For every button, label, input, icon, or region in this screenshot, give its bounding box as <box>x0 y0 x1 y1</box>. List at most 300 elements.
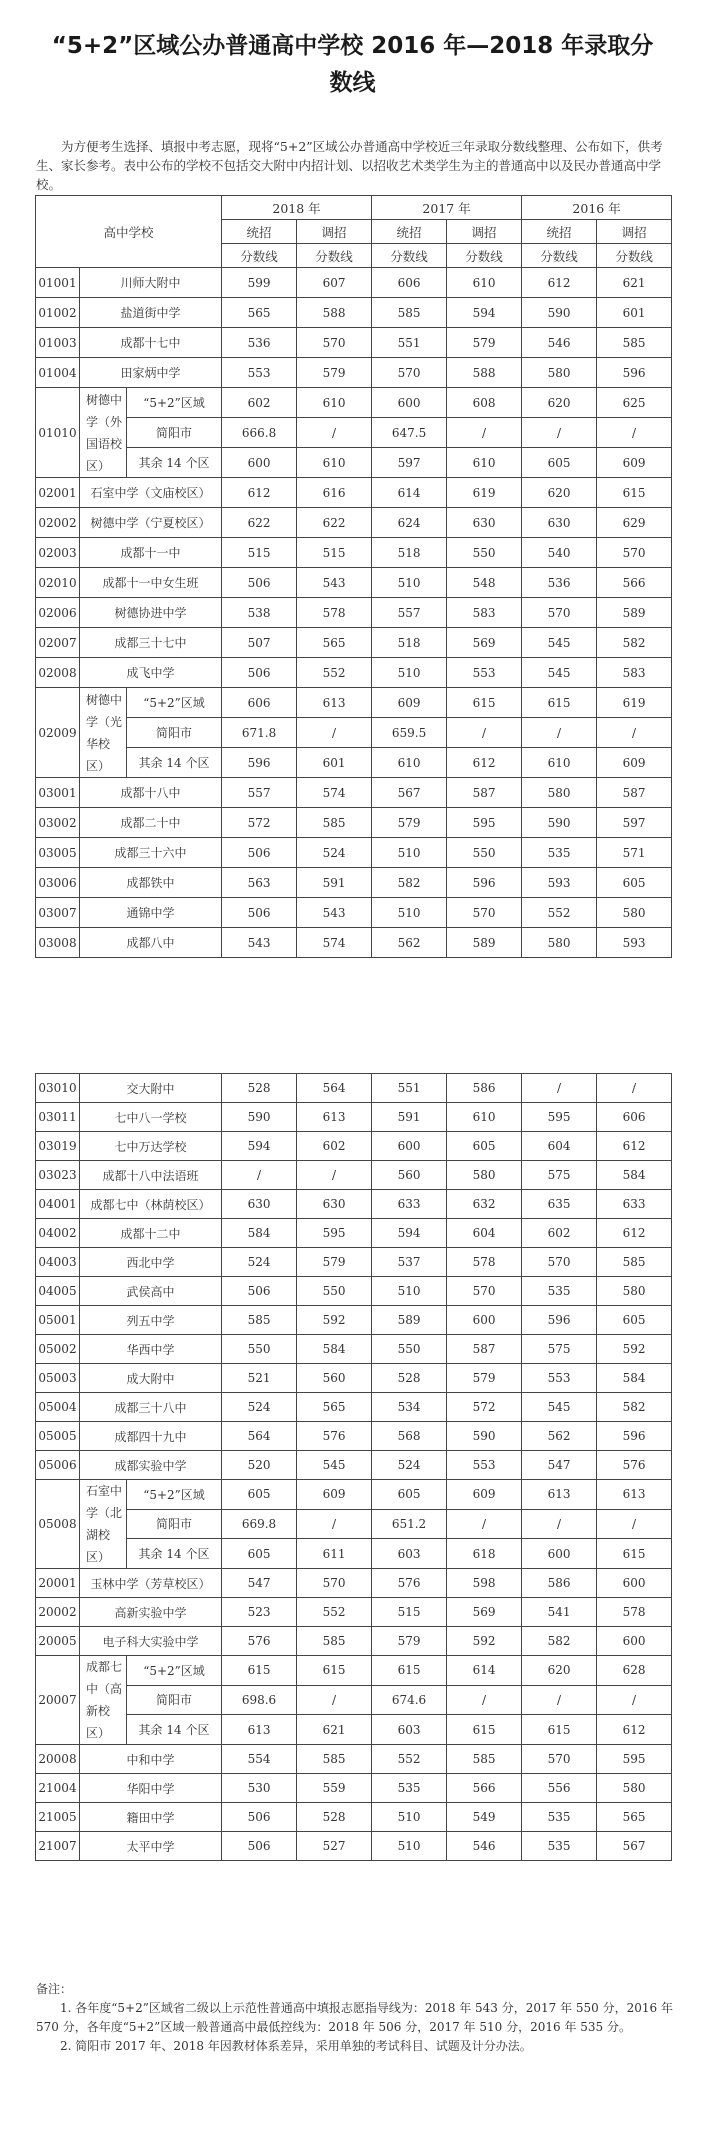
table-row <box>36 628 672 658</box>
school-code: 01002 <box>36 298 80 328</box>
school-name: 成都实验中学 <box>80 1451 222 1480</box>
score-cell: 582 <box>597 1393 672 1422</box>
score-cell: 615 <box>297 1656 372 1686</box>
score-cell: 553 <box>447 1451 522 1480</box>
school-code: 03007 <box>36 898 80 928</box>
score-cell: 596 <box>597 1422 672 1451</box>
score-cell: 624 <box>372 508 447 538</box>
score-cell: 547 <box>522 1451 597 1480</box>
score-cell: 589 <box>372 1306 447 1335</box>
score-cell: 551 <box>372 328 447 358</box>
school-code: 01001 <box>36 268 80 298</box>
score-cell: 595 <box>522 1103 597 1132</box>
score-cell: / <box>447 1685 522 1715</box>
score-cell: 524 <box>372 1451 447 1480</box>
score-cell: 571 <box>597 838 672 868</box>
school-name: 成都二十中 <box>80 808 222 838</box>
school-name: 列五中学 <box>80 1306 222 1335</box>
school-name: 籍田中学 <box>80 1803 222 1832</box>
score-cell: 545 <box>522 1393 597 1422</box>
score-cell: 565 <box>297 628 372 658</box>
score-cell: 570 <box>522 1745 597 1774</box>
score-cell: 535 <box>372 1774 447 1803</box>
score-cell: / <box>522 418 597 448</box>
school-code: 02008 <box>36 658 80 688</box>
table-row-sub <box>36 1656 672 1686</box>
table-row-sub <box>36 448 672 478</box>
score-cell: 587 <box>447 1335 522 1364</box>
score-cell: 506 <box>222 1832 297 1861</box>
score-cell: 600 <box>522 1539 597 1569</box>
school-code: 02002 <box>36 508 80 538</box>
school-code: 05001 <box>36 1306 80 1335</box>
score-cell: 576 <box>372 1569 447 1598</box>
table-row-sub <box>36 718 672 748</box>
score-cell: 592 <box>297 1306 372 1335</box>
school-name: 盐道街中学 <box>80 298 222 328</box>
header-score-line: 分数线 <box>297 244 372 268</box>
school-code: 04005 <box>36 1277 80 1306</box>
region-label: 简阳市 <box>127 1509 222 1539</box>
score-cell: 584 <box>297 1335 372 1364</box>
score-cell: 564 <box>297 1074 372 1103</box>
score-cell: 550 <box>372 1335 447 1364</box>
score-cell: 647.5 <box>372 418 447 448</box>
score-cell: 576 <box>597 1451 672 1480</box>
score-cell: 530 <box>222 1774 297 1803</box>
score-cell: 620 <box>522 1656 597 1686</box>
table-row <box>36 358 672 388</box>
score-cell: 567 <box>597 1832 672 1861</box>
score-cell: 600 <box>222 448 297 478</box>
score-cell: 576 <box>297 1422 372 1451</box>
score-cell: 614 <box>372 478 447 508</box>
table-row <box>36 1364 672 1393</box>
table-row <box>36 658 672 688</box>
score-cell: 615 <box>447 688 522 718</box>
score-cell: 569 <box>447 1598 522 1627</box>
score-cell: 607 <box>297 268 372 298</box>
score-cell: 629 <box>597 508 672 538</box>
score-cell: 600 <box>597 1569 672 1598</box>
score-cell: 528 <box>372 1364 447 1393</box>
score-cell: 610 <box>447 268 522 298</box>
score-cell: 605 <box>447 1132 522 1161</box>
score-cell: 614 <box>447 1656 522 1686</box>
score-cell: 506 <box>222 898 297 928</box>
score-cell: 605 <box>222 1539 297 1569</box>
score-cell: / <box>597 1509 672 1539</box>
score-cell: 536 <box>222 328 297 358</box>
school-code: 03005 <box>36 838 80 868</box>
score-cell: 535 <box>522 838 597 868</box>
score-cell: 510 <box>372 1277 447 1306</box>
school-name: 成都八中 <box>80 928 222 958</box>
score-cell: 618 <box>447 1539 522 1569</box>
score-cell: 597 <box>372 448 447 478</box>
score-cell: 543 <box>297 568 372 598</box>
score-cell: 574 <box>297 778 372 808</box>
score-cell: / <box>297 1509 372 1539</box>
score-cell: / <box>447 1509 522 1539</box>
table-row <box>36 1277 672 1306</box>
school-code: 03002 <box>36 808 80 838</box>
score-cell: 578 <box>447 1248 522 1277</box>
score-cell: 613 <box>222 1715 297 1745</box>
score-cell: 669.8 <box>222 1509 297 1539</box>
school-name: 成都三十六中 <box>80 838 222 868</box>
score-cell: 616 <box>297 478 372 508</box>
score-cell: 612 <box>522 268 597 298</box>
score-cell: 518 <box>372 628 447 658</box>
score-cell: 547 <box>222 1569 297 1598</box>
table-row <box>36 1745 672 1774</box>
score-cell: 543 <box>222 928 297 958</box>
table-row <box>36 1074 672 1103</box>
score-cell: 583 <box>447 598 522 628</box>
school-code: 02001 <box>36 478 80 508</box>
score-cell: 600 <box>372 388 447 418</box>
score-cell: 537 <box>372 1248 447 1277</box>
school-code: 04003 <box>36 1248 80 1277</box>
school-code: 05003 <box>36 1364 80 1393</box>
score-cell: 535 <box>522 1832 597 1861</box>
score-cell: 584 <box>597 1161 672 1190</box>
score-cell: 600 <box>372 1132 447 1161</box>
school-code: 03023 <box>36 1161 80 1190</box>
school-name: 石室中学（文庙校区） <box>80 478 222 508</box>
score-cell: 589 <box>447 928 522 958</box>
header-school: 高中学校 <box>36 196 222 268</box>
score-cell: 610 <box>372 748 447 778</box>
region-label: “5+2”区域 <box>127 1656 222 1686</box>
score-cell: 632 <box>447 1190 522 1219</box>
score-cell: 582 <box>522 1627 597 1656</box>
score-cell: 585 <box>447 1745 522 1774</box>
score-cell: 596 <box>222 748 297 778</box>
school-code: 03008 <box>36 928 80 958</box>
score-cell: 506 <box>222 1803 297 1832</box>
school-code: 20008 <box>36 1745 80 1774</box>
score-cell: 549 <box>447 1803 522 1832</box>
table-row-sub <box>36 1509 672 1539</box>
score-cell: 565 <box>597 1803 672 1832</box>
score-cell: 613 <box>297 688 372 718</box>
score-cell: 579 <box>372 1627 447 1656</box>
score-cell: 518 <box>372 538 447 568</box>
score-cell: 605 <box>372 1480 447 1510</box>
score-cell: 588 <box>297 298 372 328</box>
score-cell: 578 <box>597 1598 672 1627</box>
score-cell: 506 <box>222 568 297 598</box>
score-cell: 630 <box>447 508 522 538</box>
score-cell: 609 <box>447 1480 522 1510</box>
score-cell: 591 <box>297 868 372 898</box>
score-cell: 583 <box>597 658 672 688</box>
score-cell: 552 <box>297 658 372 688</box>
score-cell: 557 <box>222 778 297 808</box>
score-cell: 621 <box>597 268 672 298</box>
score-cell: 633 <box>597 1190 672 1219</box>
score-cell: 601 <box>597 298 672 328</box>
score-cell: 576 <box>222 1627 297 1656</box>
school-code: 01003 <box>36 328 80 358</box>
score-cell: 524 <box>297 838 372 868</box>
intro-paragraph: 为方便考生选择、填报中考志愿，现将“5+2”区域公办普通高中学校近三年录取分数线整理、公布如下，供考生、家长参考。表中公布的学校不包括交大附中内招计划、以招收艺术类学生为主的普通高中以及民办普通高中学校。 <box>36 139 663 192</box>
score-cell: 615 <box>522 1715 597 1745</box>
school-code: 02007 <box>36 628 80 658</box>
school-code: 02009 <box>36 688 80 778</box>
region-label: 其余 14 个区 <box>127 448 222 478</box>
score-cell: 560 <box>297 1364 372 1393</box>
score-cell: 572 <box>447 1393 522 1422</box>
table-row <box>36 1451 672 1480</box>
note-1: 1. 各年度“5+2”区域省二级以上示范性普通高中填报志愿指导线为：2018 年 543 分，2017 年 550 分，2016 年 570 分，各年度“5+2”区域一般普通高中最低控线为：2018 年 506 分，2017 年 510 分，2016 年 535 分。 <box>36 2001 673 2034</box>
score-cell: 635 <box>522 1190 597 1219</box>
table-row <box>36 838 672 868</box>
score-cell: 630 <box>297 1190 372 1219</box>
school-name: 成都十一中 <box>80 538 222 568</box>
score-cell: 562 <box>522 1422 597 1451</box>
score-cell: 620 <box>522 478 597 508</box>
table-row <box>36 268 672 298</box>
school-name: 树德中学（外国语校区） <box>80 388 127 478</box>
score-cell: / <box>447 718 522 748</box>
score-cell: / <box>222 1161 297 1190</box>
table-row <box>36 538 672 568</box>
table-row <box>36 1393 672 1422</box>
score-cell: / <box>522 1509 597 1539</box>
school-code: 03010 <box>36 1074 80 1103</box>
table-row <box>36 298 672 328</box>
table-row <box>36 1422 672 1451</box>
score-cell: 603 <box>372 1715 447 1745</box>
score-cell: 598 <box>447 1569 522 1598</box>
table-row <box>36 808 672 838</box>
notes-section <box>36 1980 676 2056</box>
table-page-gap <box>35 1057 671 1073</box>
table-row-sub <box>36 748 672 778</box>
school-name: 通锦中学 <box>80 898 222 928</box>
score-cell: 605 <box>522 448 597 478</box>
score-cell: 545 <box>522 628 597 658</box>
score-cell: 609 <box>297 1480 372 1510</box>
score-cell: 585 <box>372 298 447 328</box>
school-code: 05004 <box>36 1393 80 1422</box>
score-cell: 562 <box>372 928 447 958</box>
score-cell: 564 <box>222 1422 297 1451</box>
school-name: 成都十八中法语班 <box>80 1161 222 1190</box>
school-name: 中和中学 <box>80 1745 222 1774</box>
score-cell: 528 <box>222 1074 297 1103</box>
score-cell: / <box>597 418 672 448</box>
school-name: 七中万达学校 <box>80 1132 222 1161</box>
score-cell: 586 <box>447 1074 522 1103</box>
region-label: 简阳市 <box>127 418 222 448</box>
score-cell: 633 <box>372 1190 447 1219</box>
score-cell: 613 <box>597 1480 672 1510</box>
score-cell: 585 <box>597 328 672 358</box>
school-name: 七中八一学校 <box>80 1103 222 1132</box>
school-name: 成都三十八中 <box>80 1393 222 1422</box>
score-cell: 612 <box>597 1715 672 1745</box>
school-name: 电子科大实验中学 <box>80 1627 222 1656</box>
title-line-2: 数线 <box>329 70 376 96</box>
score-cell: 565 <box>297 1393 372 1422</box>
table-row <box>36 1161 672 1190</box>
notes-label: 备注： <box>36 1982 73 1996</box>
table-row <box>36 1335 672 1364</box>
table-row <box>36 568 672 598</box>
score-cell: 604 <box>447 1219 522 1248</box>
score-cell: 605 <box>597 1306 672 1335</box>
score-cell: 609 <box>372 688 447 718</box>
score-cell: 510 <box>372 1832 447 1861</box>
school-code: 21007 <box>36 1832 80 1861</box>
header-score-line: 分数线 <box>522 244 597 268</box>
region-label: 简阳市 <box>127 1685 222 1715</box>
score-cell: 651.2 <box>372 1509 447 1539</box>
table-row-sub <box>36 388 672 418</box>
score-cell: 515 <box>372 1598 447 1627</box>
school-name: 川师大附中 <box>80 268 222 298</box>
score-cell: 535 <box>522 1277 597 1306</box>
header-type-unified: 统招 <box>522 220 597 244</box>
score-cell: 593 <box>597 928 672 958</box>
school-name: 成飞中学 <box>80 658 222 688</box>
score-cell: 580 <box>522 778 597 808</box>
score-cell: 550 <box>447 538 522 568</box>
score-table-part-1 <box>35 195 672 958</box>
score-cell: 520 <box>222 1451 297 1480</box>
table-row-sub <box>36 1539 672 1569</box>
score-cell: 552 <box>372 1745 447 1774</box>
score-cell: 572 <box>222 808 297 838</box>
score-cell: 615 <box>597 478 672 508</box>
score-cell: 580 <box>522 928 597 958</box>
header-type-adjusted: 调招 <box>297 220 372 244</box>
region-label: “5+2”区域 <box>127 388 222 418</box>
region-label: “5+2”区域 <box>127 688 222 718</box>
score-cell: 550 <box>222 1335 297 1364</box>
score-cell: 587 <box>597 778 672 808</box>
school-name: 高新实验中学 <box>80 1598 222 1627</box>
score-cell: 506 <box>222 1277 297 1306</box>
header-score-line: 分数线 <box>447 244 522 268</box>
score-cell: / <box>297 1685 372 1715</box>
score-cell: 599 <box>222 268 297 298</box>
school-code: 01004 <box>36 358 80 388</box>
school-code: 20002 <box>36 1598 80 1627</box>
score-cell: 580 <box>597 1277 672 1306</box>
score-cell: / <box>597 1685 672 1715</box>
score-cell: 612 <box>447 748 522 778</box>
score-cell: 628 <box>597 1656 672 1686</box>
score-cell: 579 <box>297 358 372 388</box>
school-code: 05008 <box>36 1480 80 1569</box>
score-cell: 546 <box>522 328 597 358</box>
table-row <box>36 778 672 808</box>
score-cell: 507 <box>222 628 297 658</box>
score-cell: 601 <box>297 748 372 778</box>
score-cell: 545 <box>297 1451 372 1480</box>
score-cell: 521 <box>222 1364 297 1393</box>
score-cell: 625 <box>597 388 672 418</box>
school-code: 21004 <box>36 1774 80 1803</box>
score-cell: 615 <box>447 1715 522 1745</box>
score-cell: / <box>522 1074 597 1103</box>
score-cell: 565 <box>222 298 297 328</box>
score-cell: 579 <box>447 328 522 358</box>
score-cell: 600 <box>447 1306 522 1335</box>
header-year-2018: 2018 年 <box>222 196 372 220</box>
score-cell: 570 <box>522 598 597 628</box>
score-cell: 622 <box>297 508 372 538</box>
score-cell: / <box>297 418 372 448</box>
table-row <box>36 928 672 958</box>
header-score-line: 分数线 <box>597 244 672 268</box>
school-code: 20005 <box>36 1627 80 1656</box>
score-cell: / <box>522 1685 597 1715</box>
score-cell: 550 <box>447 838 522 868</box>
school-name: 玉林中学（芳草校区） <box>80 1569 222 1598</box>
score-cell: 570 <box>597 538 672 568</box>
score-cell: 506 <box>222 838 297 868</box>
score-cell: 606 <box>222 688 297 718</box>
school-code: 04002 <box>36 1219 80 1248</box>
score-cell: 666.8 <box>222 418 297 448</box>
score-cell: 568 <box>372 1422 447 1451</box>
table-row <box>36 1627 672 1656</box>
score-cell: 540 <box>522 538 597 568</box>
score-cell: 584 <box>222 1219 297 1248</box>
score-cell: 615 <box>372 1656 447 1686</box>
score-cell: 630 <box>222 1190 297 1219</box>
school-code: 01010 <box>36 388 80 478</box>
score-cell: / <box>597 1074 672 1103</box>
table-row <box>36 328 672 358</box>
score-cell: 585 <box>597 1248 672 1277</box>
table-row-sub <box>36 418 672 448</box>
score-cell: 671.8 <box>222 718 297 748</box>
region-label: 简阳市 <box>127 718 222 748</box>
school-name: 树德中学（光华校区） <box>80 688 127 778</box>
score-cell: 612 <box>597 1219 672 1248</box>
region-label: 其余 14 个区 <box>127 1715 222 1745</box>
score-cell: 546 <box>447 1832 522 1861</box>
score-cell: 605 <box>597 868 672 898</box>
score-cell: 560 <box>372 1161 447 1190</box>
score-cell: / <box>297 718 372 748</box>
header-type-adjusted: 调招 <box>597 220 672 244</box>
score-cell: 552 <box>297 1598 372 1627</box>
table-row <box>36 1219 672 1248</box>
score-cell: 621 <box>297 1715 372 1745</box>
table-row-sub <box>36 1685 672 1715</box>
school-name: 成大附中 <box>80 1364 222 1393</box>
table-row <box>36 898 672 928</box>
score-cell: 586 <box>522 1569 597 1598</box>
score-cell: 585 <box>297 1627 372 1656</box>
school-code: 03006 <box>36 868 80 898</box>
score-cell: 510 <box>372 568 447 598</box>
score-cell: 615 <box>222 1656 297 1686</box>
score-cell: 556 <box>522 1774 597 1803</box>
score-cell: 602 <box>297 1132 372 1161</box>
score-cell: 605 <box>222 1480 297 1510</box>
school-code: 20001 <box>36 1569 80 1598</box>
score-cell: 510 <box>372 658 447 688</box>
